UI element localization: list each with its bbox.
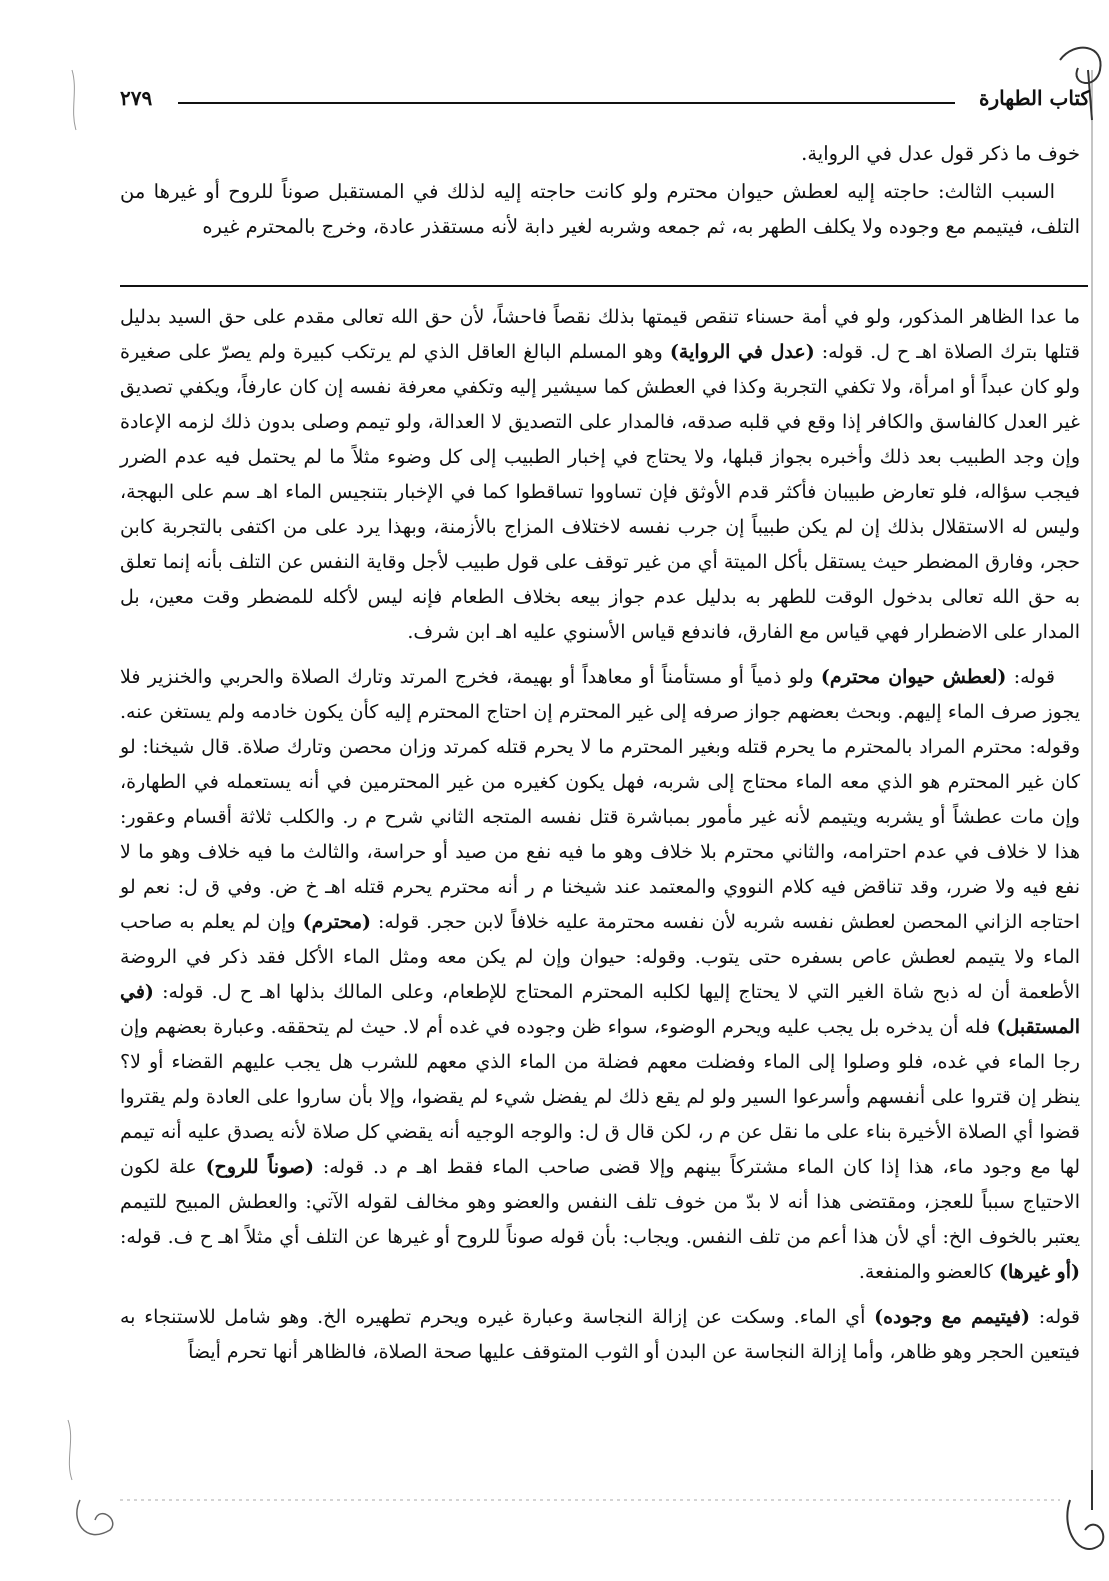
text-segment: أي الماء. وسكت عن إزالة النجاسة وعبارة غيره ويحرم تطهيره الخ. وهو شامل للاستنجاء به فيتعين الحجر وهو ظاهر، وأما إزالة النجاسة عن البدن أو الثوب المتوقف عليها صحة الصلاة، فالظاهر أنها تحرم أيضاً [120,1306,1080,1363]
text-segment: كالعضو والمنفعة. [858,1261,993,1283]
frame-left-marks [68,70,76,1480]
main-paragraph-2: السبب الثالث: حاجته إليه لعطش حيوان محترم ولو كانت حاجته إليه لذلك في المستقبل صوناً للروح أو غيرها من التلف، فيتيمم مع وجوده ولا يكلف الطهر به، ثم جمعه وشربه لغير دابة لأنه مستقذر عادة، وخرج بالمحترم غيره [120,180,1080,238]
commentary-text [120,300,1080,1380]
text-segment: علة لكون الاحتياج سبباً للعجز، ومقتضى هذا أنه لا بدّ من خوف تلف النفس والعضو وهو مخالف لقوله الآتي: والعطش المبيح للتيمم يعتبر بالخوف الخ: أي لأن هذا أعم من تلف النفس. ويجاب: بأن قوله صوناً للروح أو غيرها عن التلف أي مثلاً اهـ ح ف. قوله: [120,1156,1080,1248]
commentary-paragraph-3 [120,1300,1080,1370]
frame-bottom-right-scroll [1067,1470,1103,1549]
section-divider [120,285,1088,287]
quoted-term: (محترم) [302,911,372,933]
quoted-term: (عدل في الرواية) [669,341,815,363]
text-segment: قوله: [1038,1306,1081,1328]
quoted-term: (صوناً للروح) [205,1156,314,1178]
header-rule [178,102,955,104]
commentary-paragraph-2 [120,660,1080,1290]
page-header [120,86,1090,120]
text-segment: وإن لم يعلم به صاحب الماء ولا يتيمم لعطش عاص بسفره حتى يتوب. وقوله: حيوان وإن لم يكن معه ومثل الماء الأكل فقد ذكر في الروضة الأطعمة أن له ذبح شاة الغير التي لا يحتاج إليها لكلبه المحترم المحتاج للإطعام، وعلى المالك بذلها اهـ ح ل. قوله: [120,911,1080,1003]
main-text [120,136,1080,247]
quoted-term: (في المستقبل) [120,981,1080,1038]
text-segment: قوله: [1013,666,1055,688]
quoted-term: (لعطش حيوان محترم) [820,666,1007,688]
quoted-term: (فيتيمم مع وجوده) [874,1306,1031,1328]
frame-bottom-left-scroll [77,1500,113,1535]
quoted-term: (أو غيرها) [998,1261,1080,1283]
page-number: ٢٧٩ [120,86,153,110]
commentary-paragraph-1 [120,300,1080,650]
text-segment: ولو ذمياً أو مستأمناً أو معاهداً أو بهيمة، فخرج المرتد وتارك الصلاة والحربي والخنزير فلا يجوز صرف الماء إليهم. وبحث بعضهم جواز صرفه إلى غير المحترم إن احتاج المحترم إليه كأن يكون خادمه ولم يستغن عنه. وقوله: محترم المراد بالمحترم ما يحرم قتله وبغير المحترم ما لا يحرم قتله كمرتد وزان محصن وتارك صلاة. قال شيخنا: لو كان غير المحترم هو الذي معه الماء محتاج إلى شربه، فهل يكون كغيره من غير المحترمين في أنه يستعمله في الطهارة، وإن مات عطشاً أو يشربه ويتيمم لأنه غير مأمور بمباشرة قتل نفسه المتجه الثاني شرح م ر. والكلب ثلاثة أقسام وعقور: هذا لا خلاف في عدم احترامه، والثاني محترم بلا خلاف وهو ما فيه نفع من صيد أو حراسة، والثالث ما فيه خلاف وهو ما لا نفع فيه ولا ضرر، وقد تناقض فيه كلام النووي والمعتمد عند شيخنا م ر أنه محترم يحرم قتله اهـ خ ض. وفي ق ل: نعم لو احتاجه الزاني المحصن لعطش نفسه شربه لأن نفسه محترمة عليه خلافاً لابن حجر. قوله: [120,666,1080,933]
text-segment: فله أن يدخره بل يجب عليه ويحرم الوضوء، سواء ظن وجوده في غده أم لا. حيث لم يتحققه. وعبارة بعضهم وإن رجا الماء في غده، فلو وصلوا إلى الماء وفضلت معهم فضلة من الماء الذي معهم للشرب هل يجب عليهم القضاء أو لا؟ ينظر إن قتروا على أنفسهم وأسرعوا السير ولو لم يقع ذلك لم يفضل شيء لم يقضوا، وإلا بأن ساروا على العادة ولم يقتروا قضوا أي الصلاة الأخيرة بناء على ما نقل عن م ر، لكن قال ق ل: والوجه الوجيه أنه يقضي كل صلاة لأنه يصدق عليه أنه تيمم لها مع وجود ماء، هذا إذا كان الماء مشتركاً بينهم وإلا قضى صاحب الماء فقط اهـ م د. قوله: [120,1016,1080,1178]
main-paragraph-1: خوف ما ذكر قول عدل في الرواية. [801,142,1080,165]
text-segment: وهو المسلم البالغ العاقل الذي لم يرتكب كبيرة ولم يصرّ على صغيرة ولو كان عبداً أو امرأة، ولا تكفي التجربة وكذا في العطش كما سيشير إليه وتكفي معرفة نفسه إن كان عارفاً، ويكفي تصديق غير العدل كالفاسق والكافر إذا وقع في قلبه صدقه، فالمدار على التصديق لا العدالة، ولو تيمم وصلى بدون ذلك لزمه الإعادة وإن وجد الطبيب بعد ذلك وأخبره بجواز قبلها، ولا يحتاج في إخبار الطبيب إلى كل وضوء مثلاً ما لم يحتمل فيه عدم الضرر فيجب سؤاله، فلو تعارض طبيبان فأكثر قدم الأوثق فإن تساووا تساقطوا كما في الإخبار بتنجيس الماء اهـ سم على البهجة، وليس له الاستقلال بذلك إن لم يكن طبيباً إن جرب نفسه لاختلاف المزاج بالأزمنة، وبهذا يرد على من اكتفى بالتجربة كابن حجر، وفارق المضطر حيث يستقل بأكل الميتة أي من غير توقف على قول طبيب لأجل وقاية النفس عن التلف بأنه إنما تعلق به حق الله تعالى بدخول الوقت للطهر به بدليل عدم جواز بيعه بخلاف الطعام فإنه ليس لأكله للمضطر وقت معين، بل المدار على الاضطرار فهي قياس مع الفارق، فاندفع قياس الأسنوي عليه اهـ ابن شرف. [120,341,1080,643]
text-segment: ما عدا الظاهر المذكور، ولو في أمة حسناء تنقص قيمتها بذلك نقصاً فاحشاً، لأن حق الله تعالى مقدم على حق السيد بدليل قتلها بترك الصلاة اهـ ح ل. قوله: [120,306,1080,363]
header-title: كتاب الطهارة [979,86,1090,110]
